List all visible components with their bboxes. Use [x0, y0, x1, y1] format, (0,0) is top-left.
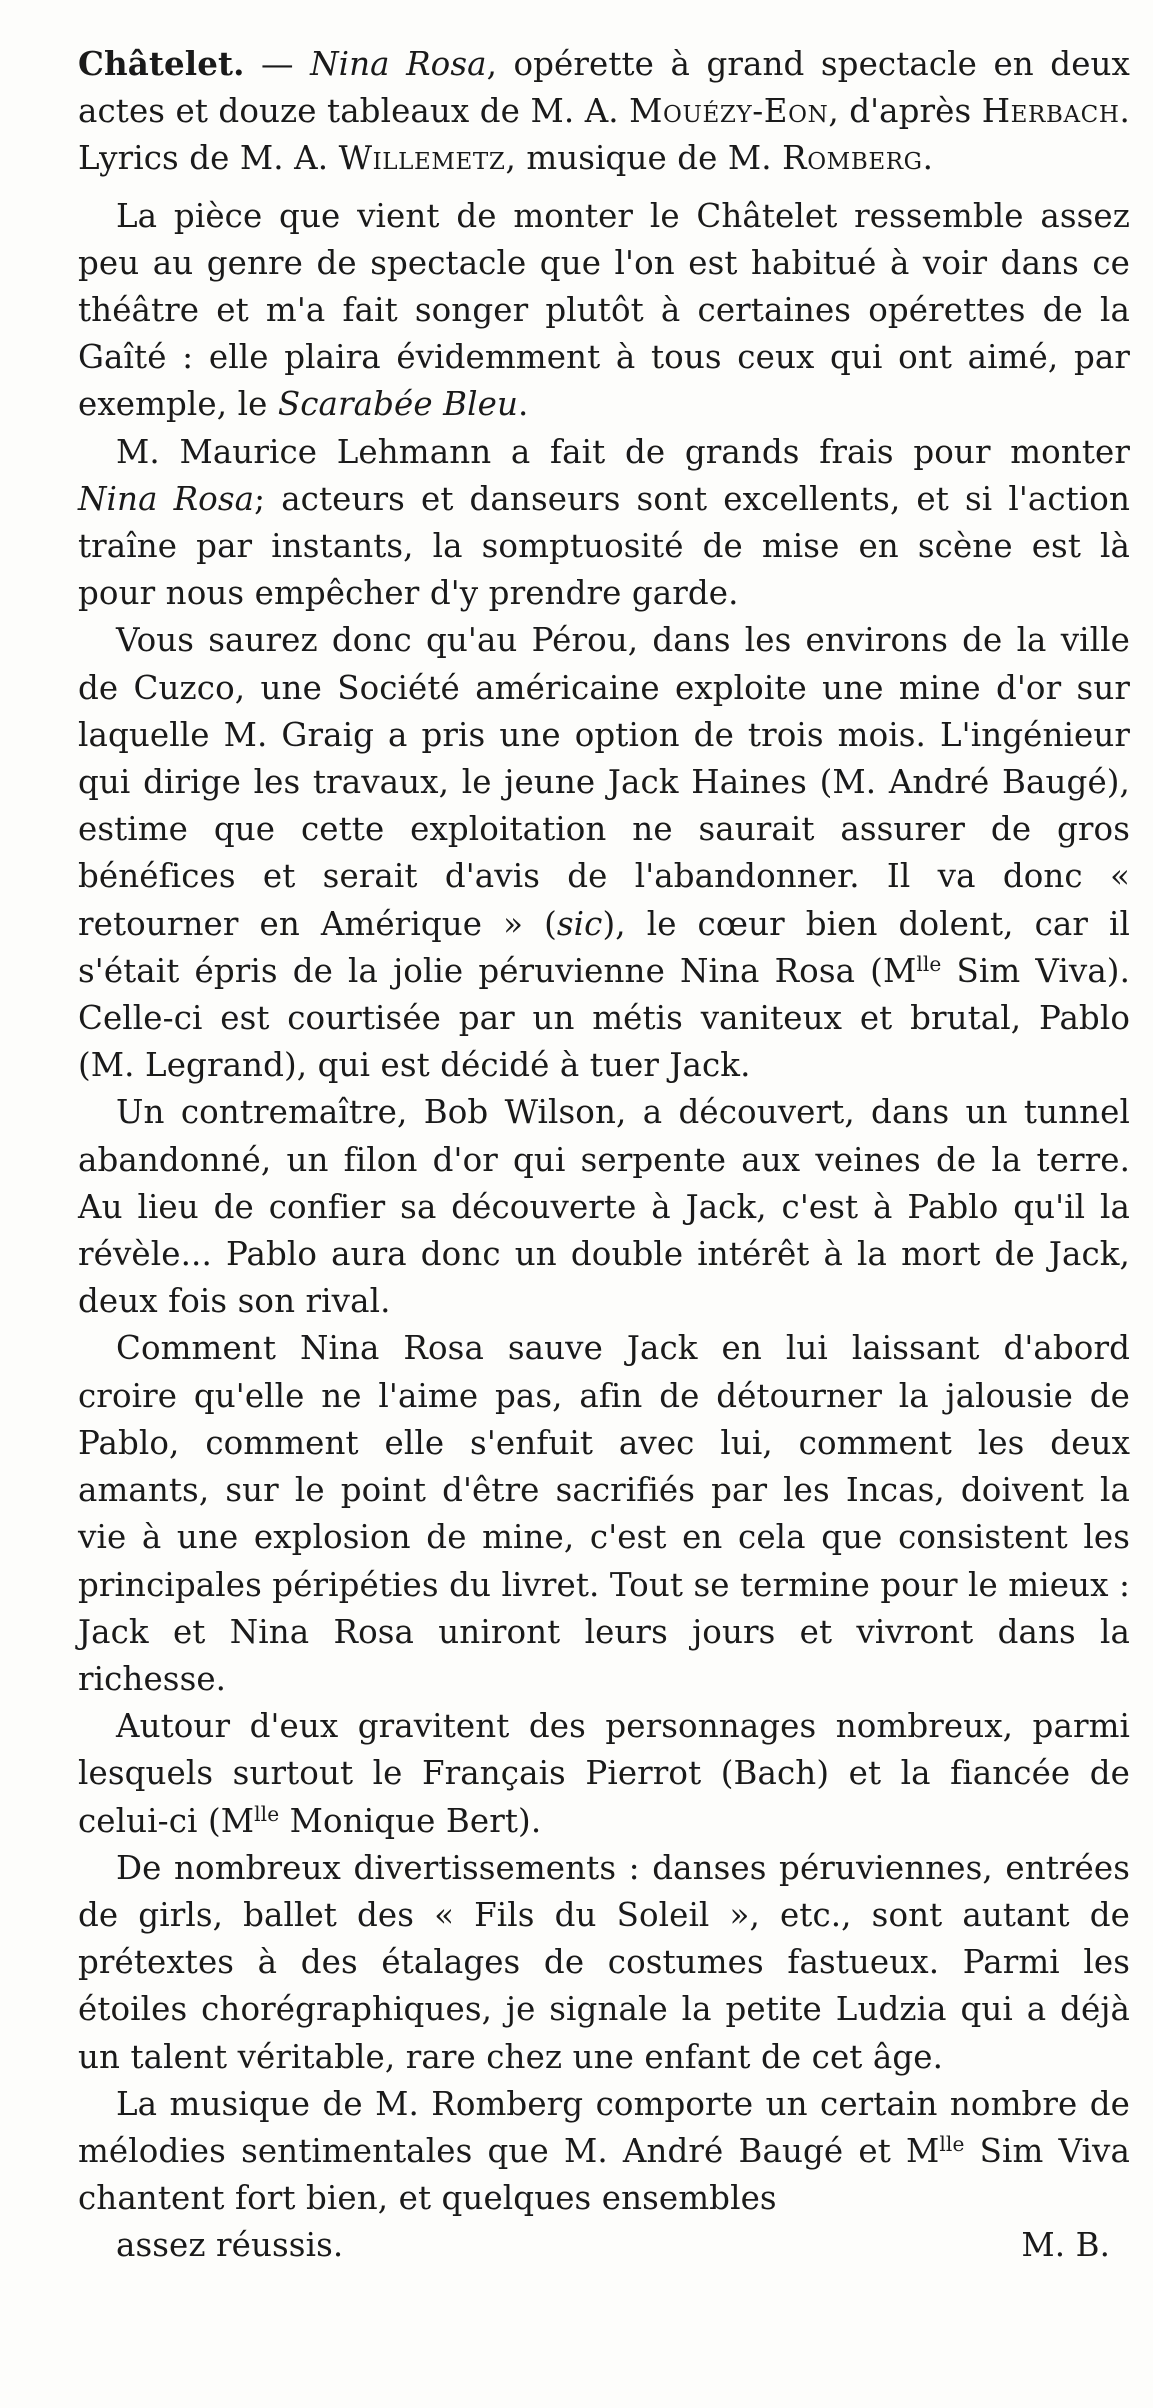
superscript: lle: [254, 1801, 280, 1826]
review-column: [78, 40, 1130, 2270]
superscript: lle: [916, 951, 942, 976]
paragraph-4: Un contremaître, Bob Wilson, a découvert, dans un tunnel abandonné, un filon d'or qui serpente aux veines de la terre. Au lieu de confier sa découverte à Jack, c'est à Pablo qu'il la révèle... Pablo aura donc un double intérêt à la mort de Jack, deux fois son rival.: [78, 1093, 1130, 1321]
cited-title: Scarabée Bleu: [277, 385, 518, 424]
paragraph-3: Vous saurez donc qu'au Pérou, dans les environs de la ville de Cuzco, une Société américaine exploite une mine d'or sur laquelle M. Graig a pris une option de trois mois. L'ingénieur qui dirige les travaux, le jeune Jack Haines (M. André Baugé), estime que cette exploitation ne saurait assurer de gros bénéfices et serait d'avis de l'abandonner. Il va donc « retourner en Amérique » (sic), le cœur bien dolent, car il s'était épris de la jolie péruvienne Nina Rosa ($M^{lle}$ Sim Viva). Celle-ci est courtisée par un métis vaniteux et brutal, Pablo (M. Legrand), qui est décidé à tuer Jack.: [78, 621, 1131, 1085]
composer-name: Romberg: [782, 139, 923, 178]
review-header: Châtelet. — Nina Rosa, opérette à grand spectacle en deux actes et douze tableaux de M. A. Mouézy-Eon, d'après Herbach. Lyrics de M. A. Willemetz, musique de M. Romberg.: [78, 44, 1130, 178]
play-title-inline: Nina Rosa: [78, 479, 255, 518]
paragraph-5: Comment Nina Rosa sauve Jack en lui laissant d'abord croire qu'elle ne l'aime pas, afin de détourner la jalousie de Pablo, comment elle s'enfuit avec lui, comment les deux amants, sur le point d'être sacrifiés par les Incas, doivent la vie à une explosion de mine, c'est en cela que consistent les principales péripéties du livret. Tout se termine pour le mieux : Jack et Nina Rosa uniront leurs jours et vivront dans la richesse.: [78, 1329, 1130, 1698]
theatre-name: Châtelet.: [78, 44, 245, 83]
paragraph-6: Autour d'eux gravitent des personnages nombreux, parmi lesquels surtout le Français Pierrot (Bach) et la fiancée de celui-ci ($M^{lle}$ Monique Bert).: [78, 1707, 1130, 1840]
paragraph-1: La pièce que vient de monter le Châtelet ressemble assez peu au genre de spectacle que l'on est habitué à voir dans ce théâtre et m'a fait songer plutôt à certaines opérettes de la Gaîté : elle plaira évidemment à tous ceux qui ont aimé, par exemple, le Scarabée Bleu.: [78, 196, 1130, 424]
sic-note: sic: [556, 904, 603, 943]
paragraph-7: De nombreux divertissements : danses péruviennes, entrées de girls, ballet des « Fils du Soleil », etc., sont autant de prétextes à des étalages de costumes fastueux. Parmi les étoiles chorégraphiques, je signale la petite Ludzia qui a déjà un talent véritable, rare chez une enfant de cet âge.: [78, 1848, 1130, 2076]
author-name: Mouézy-Eon: [629, 92, 829, 131]
superscript: lle: [939, 2131, 965, 2156]
author-signature: M. B.: [1021, 2226, 1110, 2265]
paragraph-2: M. Maurice Lehmann a fait de grands frais pour monter Nina Rosa; acteurs et danseurs sont excellents, et si l'action traîne par instants, la somptuosité de mise en scène est là pour nous empêcher d'y prendre garde.: [78, 432, 1130, 613]
paragraph-8: La musique de M. Romberg comporte un certain nombre de mélodies sentimentales que M. André Baugé et $M^{lle}$ Sim Viva chantent fort bien, et quelques ensembles: [78, 2084, 1130, 2218]
source-name: Herbach: [981, 92, 1120, 131]
lyricist-name: Willemetz: [338, 139, 506, 178]
closing-line: assez réussis. M. B.: [78, 2222, 1130, 2269]
play-title: Nina Rosa: [310, 45, 487, 83]
